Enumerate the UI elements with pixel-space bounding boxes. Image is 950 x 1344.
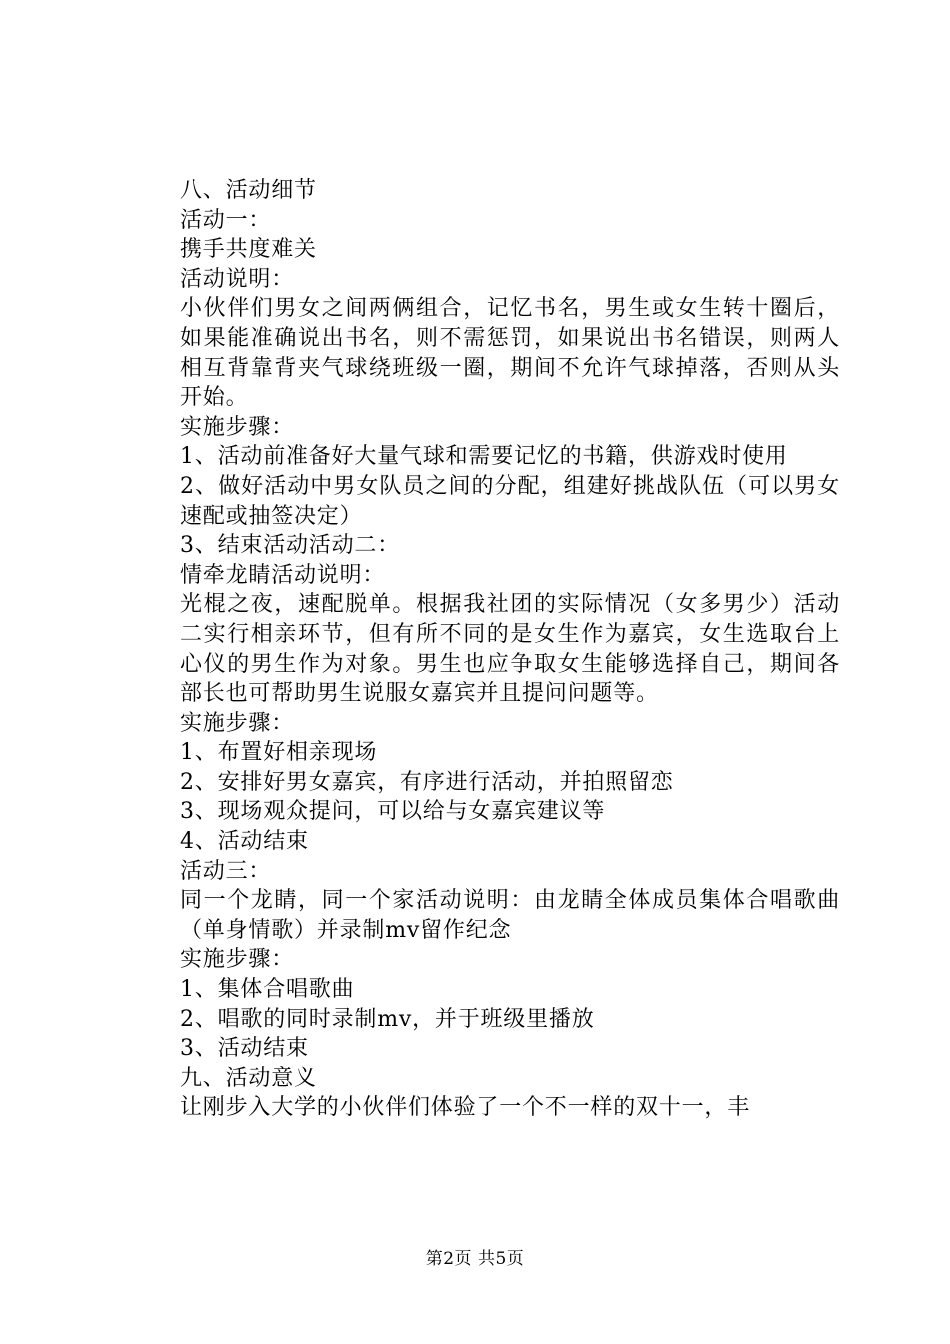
text-line: 让刚步入大学的小伙伴们体验了一个不一样的双十一，丰 xyxy=(180,1095,751,1121)
text-line: 2、唱歌的同时录制mv，并于班级里播放 xyxy=(180,1006,595,1032)
text-line: 携手共度难关 xyxy=(180,237,317,263)
text-line: 4、活动结束 xyxy=(180,829,309,855)
text-line: 3、现场观众提问，可以给与女嘉宾建议等 xyxy=(180,799,606,825)
text-line: 实施步骤： xyxy=(180,414,295,440)
paragraph: 同一个龙睛，同一个家活动说明：由龙睛全体成员集体合唱歌曲（单身情歌）并录制mv留作纪念 xyxy=(180,888,840,943)
text-line: 实施步骤： xyxy=(180,947,295,973)
paragraph: 光棍之夜，速配脱单。根据我社团的实际情况（女多男少）活动二实行相亲环节，但有所不同的是女生作为嘉宾，女生选取台上心仪的男生作为对象。男生也应争取女生能够选择自己，期间各部长也可帮助男生说服女嘉宾并且提问问题等。 xyxy=(180,592,840,707)
text-line: 活动三： xyxy=(180,858,272,884)
text-line: 活动一： xyxy=(180,207,272,233)
text-line: 八、活动细节 xyxy=(180,178,317,203)
text-line: 实施步骤： xyxy=(180,710,295,736)
text-line: 1、布置好相亲现场 xyxy=(180,740,378,766)
document-body xyxy=(128,176,840,1123)
text-line: 3、结束活动活动二： xyxy=(180,533,400,559)
paragraph: 小伙伴们男女之间两俩组合，记忆书名，男生或女生转十圈后，如果能准确说出书名，则不需惩罚，如果说出书名错误，则两人相互背靠背夹气球绕班级一圈，期间不允许气球掉落，否则从头开始。 xyxy=(180,296,840,411)
page-footer xyxy=(0,1244,950,1269)
text-line: 活动说明： xyxy=(180,266,295,292)
text-line: 1、集体合唱歌曲 xyxy=(180,977,355,1003)
page-number-label: 第2页 共5页 xyxy=(425,1249,525,1269)
text-line: 3、活动结束 xyxy=(180,1036,309,1062)
paragraph: 2、做好活动中男女队员之间的分配，组建好挑战队伍（可以男女速配或抽签决定） xyxy=(180,473,840,529)
text-line: 情牵龙睛活动说明： xyxy=(180,562,386,588)
paragraph: 1、活动前准备好大量气球和需要记忆的书籍，供游戏时使用 xyxy=(180,444,788,470)
text-line: 九、活动意义 xyxy=(180,1065,317,1091)
text-line: 2、安排好男女嘉宾，有序进行活动，并拍照留恋 xyxy=(180,769,674,795)
